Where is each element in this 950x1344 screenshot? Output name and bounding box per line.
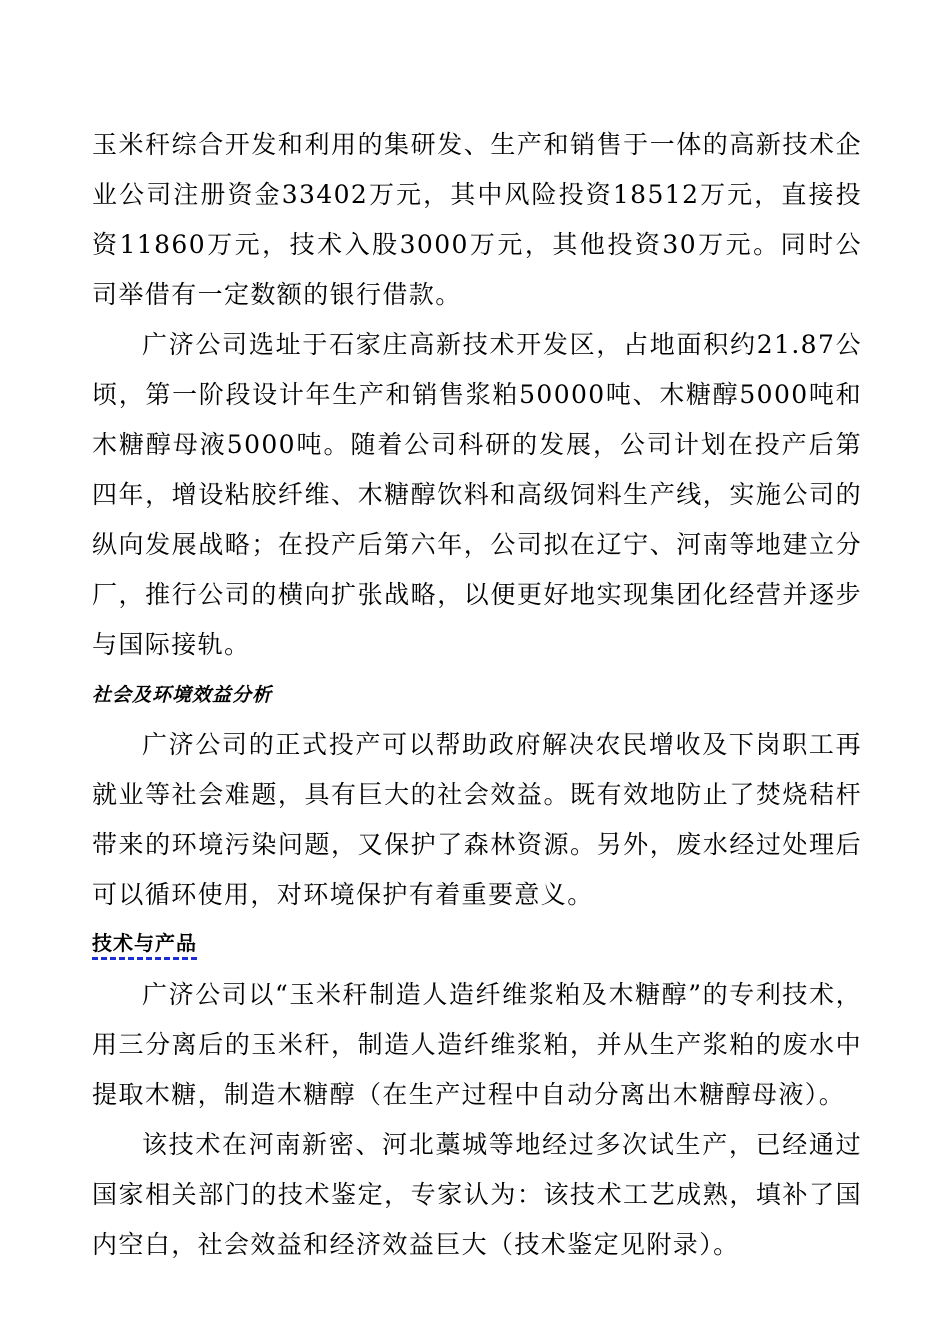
paragraph-company-capital: 玉米秆综合开发和利用的集研发、生产和销售于一体的高新技术企业公司注册资金33402万元，其中风险投资18512万元，直接投资11860万元，技术入股3000万元，其他投资30万元。同时公司举借有一定数额的银行借款。 (92, 130, 862, 309)
heading-social-benefit: 社会及环境效益分析 (92, 684, 273, 706)
heading-tech-products: 技术与产品 (92, 920, 197, 960)
paragraph-technical-appraisal: 该技术在河南新密、河北藁城等地经过多次试生产，已经通过国家相关部门的技术鉴定，专家认为：该技术工艺成熟，填补了国内空白，社会效益和经济效益巨大（技术鉴定见附录）。 (92, 1130, 862, 1259)
paragraph-social-benefit: 广济公司的正式投产可以帮助政府解决农民增收及下岗职工再就业等社会难题，具有巨大的社会效益。既有效地防止了焚烧秸杆带来的环境污染问题，又保护了森林资源。另外，废水经过处理后可以循环使用，对环境保护有着重要意义。 (92, 730, 862, 909)
heading-tech-products-container (92, 920, 862, 970)
paragraph-patent-technology: 广济公司以“玉米秆制造人造纤维浆粕及木糖醇”的专利技术，用三分离后的玉米秆，制造人造纤维浆粕，并从生产浆粕的废水中提取木糖，制造木糖醇（在生产过程中自动分离出木糖醇母液）。 (92, 980, 862, 1109)
document-page (92, 120, 862, 1270)
paragraph-site-and-plan: 广济公司选址于石家庄高新技术开发区，占地面积约21.87公顷，第一阶段设计年生产和销售浆粕50000吨、木糖醇5000吨和木糖醇母液5000吨。随着公司科研的发展，公司计划在投产后第四年，增设粘胶纤维、木糖醇饮料和高级饲料生产线，实施公司的纵向发展战略；在投产后第六年，公司拟在辽宁、河南等地建立分厂，推行公司的横向扩张战略，以便更好地实现集团化经营并逐步与国际接轨。 (92, 330, 862, 659)
